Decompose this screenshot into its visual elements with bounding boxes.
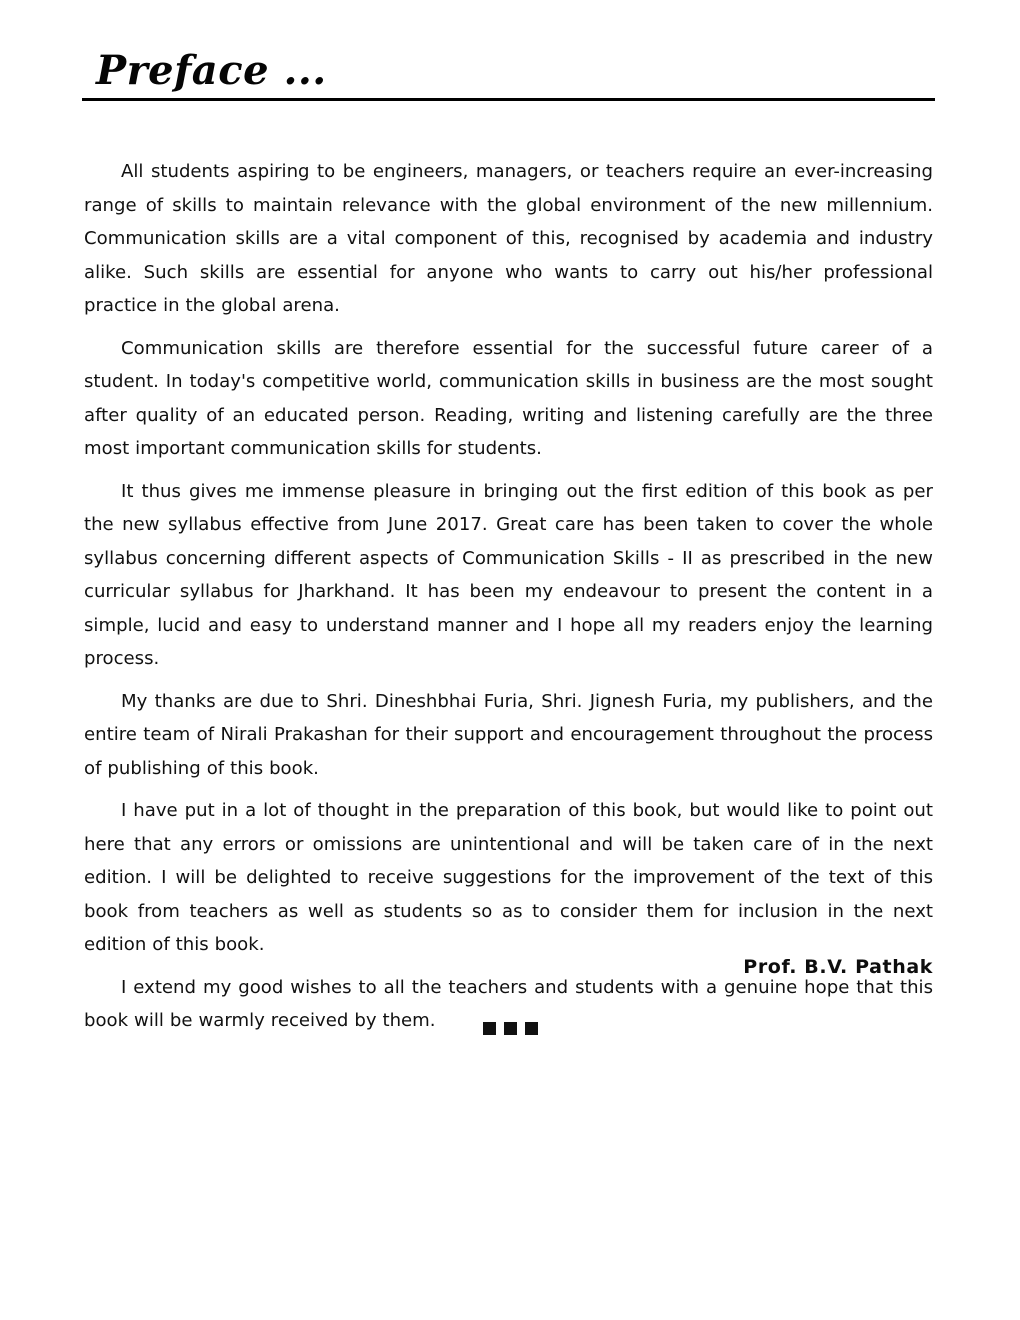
title-divider-rule (82, 98, 935, 101)
preface-paragraph: My thanks are due to Shri. Dineshbhai Furia, Shri. Jignesh Furia, my publishers, and the entire team of Nirali Prakashan for their support and encouragement throughout the process of publishing of this book. (84, 690, 933, 779)
preface-paragraph: It thus gives me immense pleasure in bringing out the first edition of this book as per the new syllabus effective from June 2017. Great care has been taken to cover the whole syllabus concerning different aspects of Communication Skills - II as prescribed in the new curricular syllabus for Jharkhand. It has been my endeavour to present the content in a simple, lucid and easy to understand manner and I hope all my readers enjoy the learning process. (84, 480, 933, 669)
preface-paragraph: Communication skills are therefore essential for the successful future career of a student. In today's competitive world, communication skills in business are the most sought after quality of an educated person. Reading, writing and listening carefully are the three most important communication skills for students. (84, 337, 933, 459)
signature-block (84, 955, 933, 979)
three-squares-icon (479, 1022, 542, 1035)
square-glyph (504, 1022, 517, 1035)
square-glyph (525, 1022, 538, 1035)
preface-paragraph: All students aspiring to be engineers, managers, or teachers require an ever-increasing range of skills to maintain relevance with the global environment of the new millennium. Communication skills are a vital component of this, recognised by academia and industry alike. Such skills are essential for anyone who wants to carry out his/her professional practice in the global arena. (84, 161, 933, 316)
preface-paragraph: I extend my good wishes to all the teachers and students with a genuine hope that this book will be warmly received by them. (84, 976, 933, 1031)
end-ornament-row (0, 1022, 1020, 1035)
page-header (82, 48, 935, 101)
author-signature: Prof. B.V. Pathak (743, 956, 933, 978)
page-title: Preface ... (96, 47, 327, 94)
preface-paragraph: I have put in a lot of thought in the preparation of this book, but would like to point out here that any errors or omissions are unintentional and will be taken care of in the next edition. I will be delighted to receive suggestions for the improvement of the text of this book from teachers as well as students so as to consider them for inclusion in the next edition of this book. (84, 800, 933, 955)
preface-body (84, 155, 933, 1038)
square-glyph (483, 1022, 496, 1035)
